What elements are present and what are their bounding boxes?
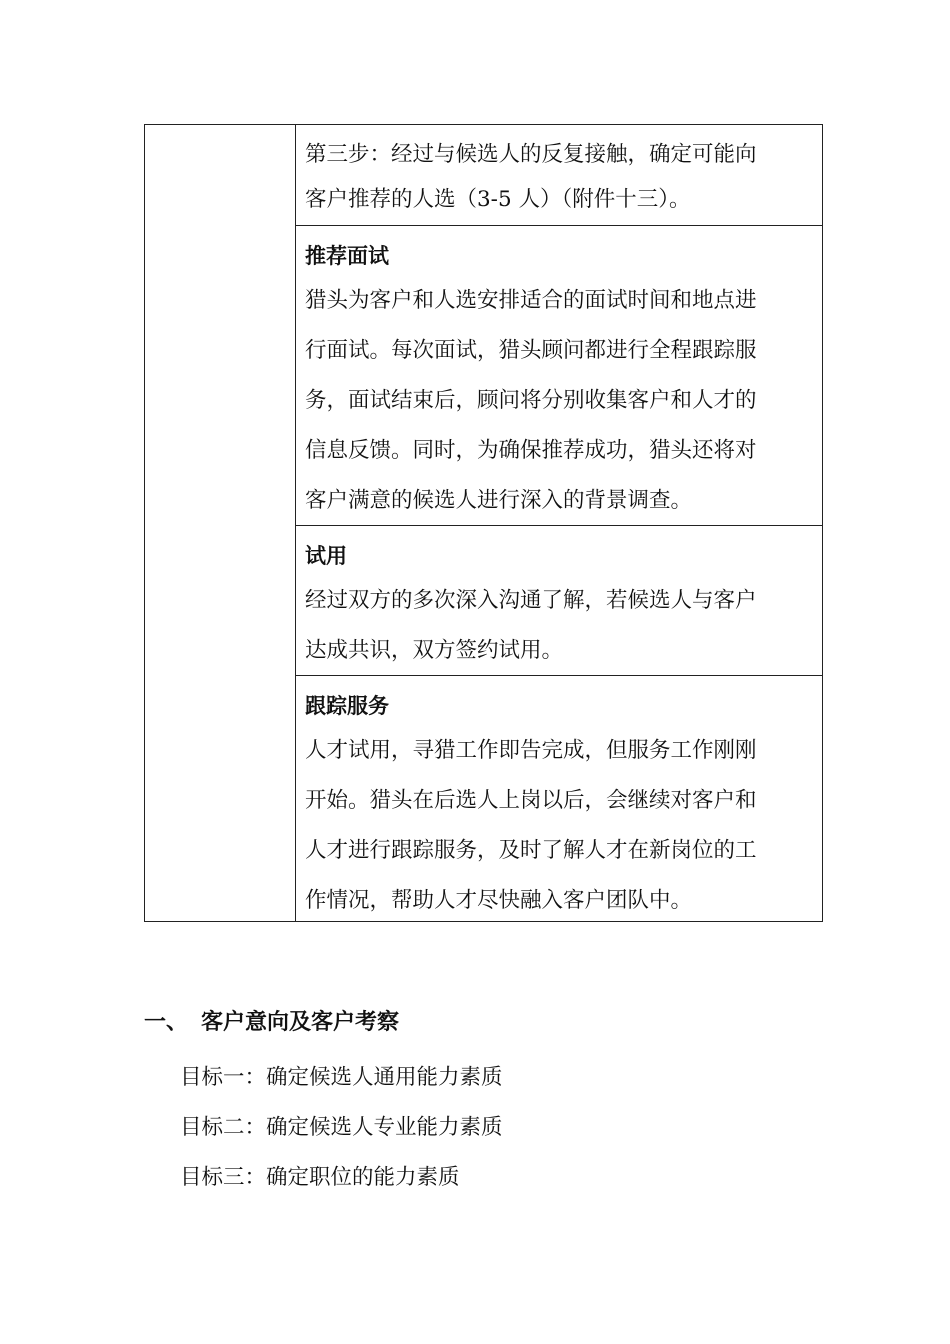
section-heading bbox=[144, 1005, 399, 1036]
table-left-column bbox=[145, 125, 296, 921]
goal-item: 目标二：确定候选人专业能力素质 bbox=[180, 1115, 503, 1140]
goal-item: 目标三：确定职位的能力素质 bbox=[180, 1165, 460, 1190]
cell-line: 客户推荐的人选（3-5 人）（附件十三）。 bbox=[305, 187, 691, 212]
cell-line: 第三步：经过与候选人的反复接触，确定可能向 bbox=[305, 142, 757, 167]
table-cell-step3 bbox=[296, 125, 823, 225]
cell-line: 务，面试结束后，顾问将分别收集客户和人才的 bbox=[305, 388, 757, 413]
cell-line: 作情况，帮助人才尽快融入客户团队中。 bbox=[305, 888, 693, 913]
cell-line: 猎头为客户和人选安排适合的面试时间和地点进 bbox=[305, 288, 757, 313]
table-cell-followup bbox=[296, 675, 823, 923]
cell-heading: 跟踪服务 bbox=[305, 694, 389, 718]
cell-line: 达成共识，双方签约试用。 bbox=[305, 638, 564, 663]
cell-line: 经过双方的多次深入沟通了解，若候选人与客户 bbox=[305, 588, 757, 613]
cell-line: 客户满意的候选人进行深入的背景调查。 bbox=[305, 488, 693, 513]
cell-line: 行面试。每次面试，猎头顾问都进行全程跟踪服 bbox=[305, 338, 757, 363]
cell-heading: 推荐面试 bbox=[305, 244, 389, 268]
cell-line: 人才试用，寻猎工作即告完成，但服务工作刚刚 bbox=[305, 738, 757, 763]
cell-heading: 试用 bbox=[305, 544, 347, 568]
cell-line: 人才进行跟踪服务，及时了解人才在新岗位的工 bbox=[305, 838, 757, 863]
section-number: 一、 bbox=[144, 1010, 189, 1035]
cell-line: 信息反馈。同时，为确保推荐成功，猎头还将对 bbox=[305, 438, 757, 463]
table-cell-trial bbox=[296, 525, 823, 675]
goal-item: 目标一：确定候选人通用能力素质 bbox=[180, 1065, 503, 1090]
section-title: 客户意向及客户考察 bbox=[201, 1010, 400, 1035]
table-cell-interview bbox=[296, 225, 823, 525]
process-table bbox=[144, 124, 823, 922]
cell-line: 开始。猎头在后选人上岗以后，会继续对客户和 bbox=[305, 788, 757, 813]
